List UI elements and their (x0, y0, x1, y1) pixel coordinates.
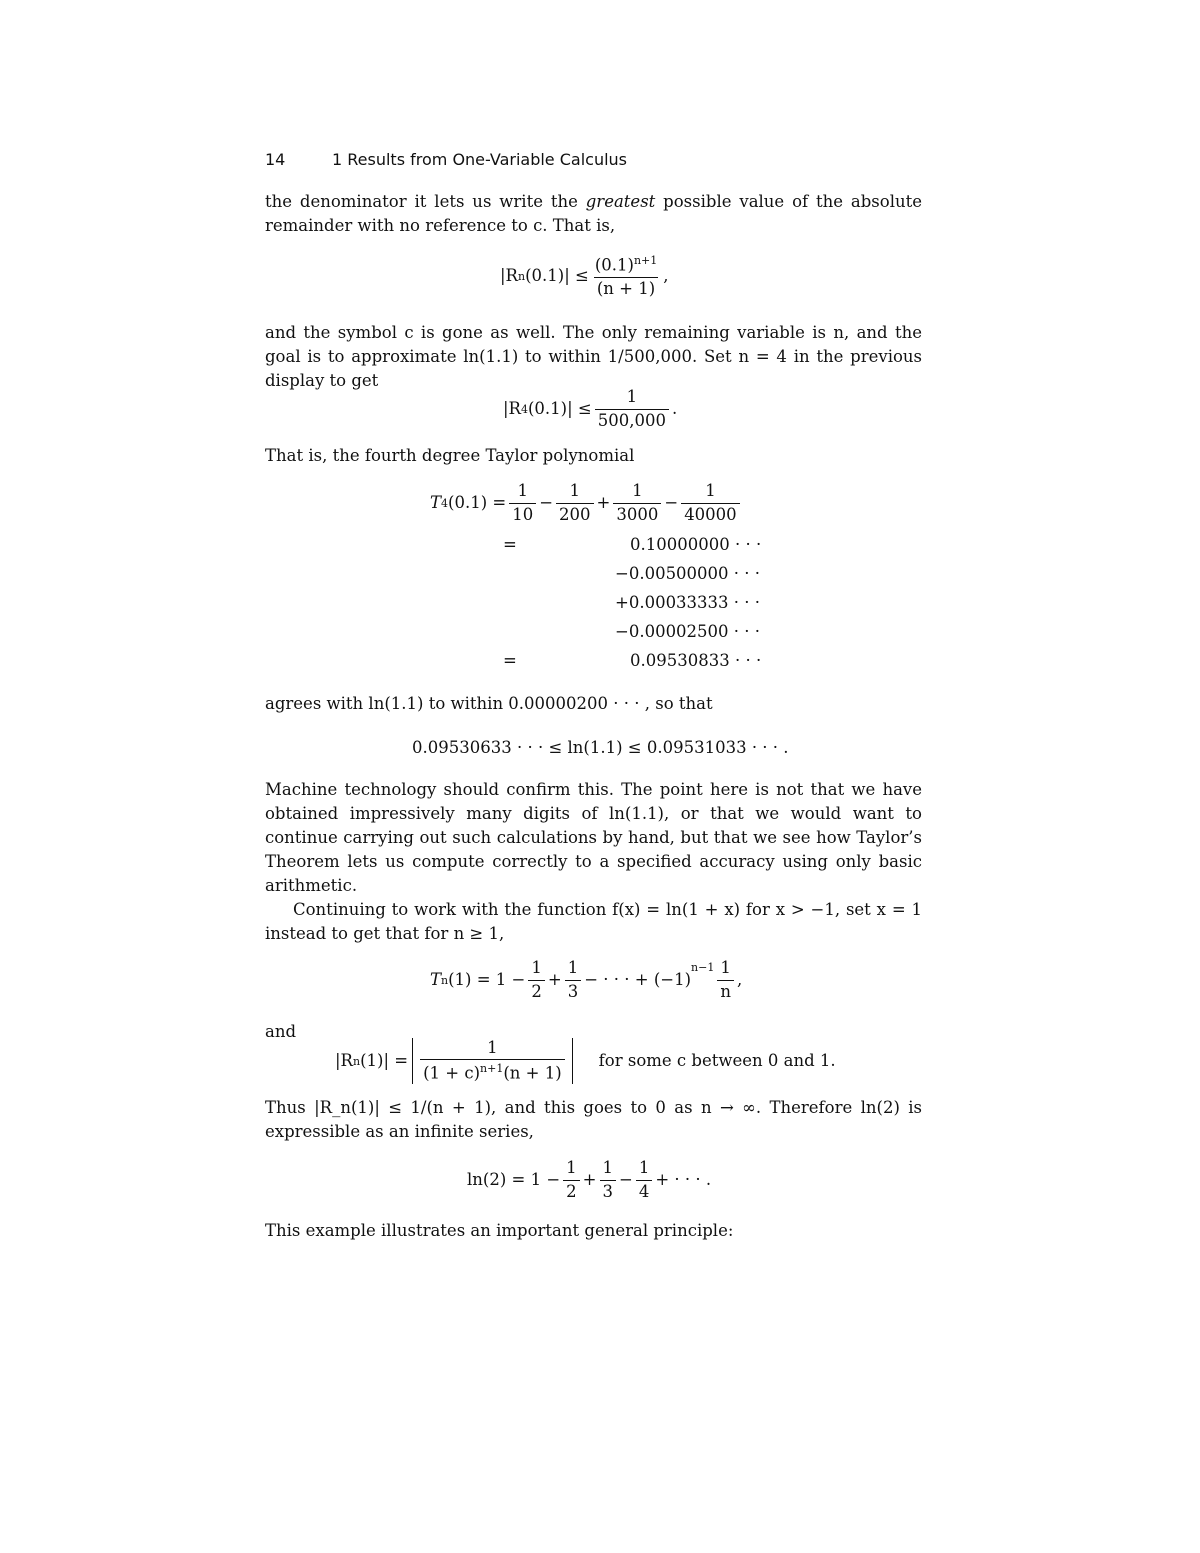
tf4-num: 1 (705, 481, 716, 500)
eq4-tail: , (736, 969, 743, 989)
eq5-fraction (420, 1037, 565, 1083)
para5-text: Machine technology should confirm this. The point here is not that we have obtained impressively many digits of ln(1.1), or that we would want to continue carrying out such calculations by hand, but that we see how Taylor’s Theorem lets us compute correctly to a specified accuracy using only basic arithmetic. (265, 780, 922, 895)
equation-remainder-bound (500, 255, 669, 298)
eq4-sub: n (441, 973, 449, 987)
eq6-f2-num: 1 (602, 1158, 613, 1177)
eq4-fraction-3 (717, 960, 734, 1000)
paragraph-3 (265, 444, 922, 468)
eq4-fraction-2 (565, 960, 582, 1000)
taylor-fraction-1 (509, 483, 536, 523)
tf3-num: 1 (632, 481, 643, 500)
eq6-f2-den: 3 (600, 1180, 617, 1201)
equation-taylor-polynomial (430, 483, 743, 523)
eq4-f1-den: 2 (528, 980, 545, 1001)
eq5-num: 1 (487, 1037, 498, 1057)
paragraph-4 (265, 692, 922, 716)
para1-text-a: the denominator it lets us write the (265, 192, 586, 211)
eq5-sub: n (352, 1054, 361, 1068)
taylor-line-2: −0.00500000 · · · (615, 564, 761, 583)
paragraph-9 (265, 1219, 922, 1243)
eq1-den: (n + 1) (594, 277, 658, 298)
eq6-f1-num: 1 (566, 1158, 577, 1177)
eq6-fraction-2 (600, 1160, 617, 1200)
eq1-fraction (592, 255, 660, 298)
eq6-op-1: + (582, 1169, 597, 1189)
taylor-line-3: +0.00033333 · · · (615, 593, 761, 612)
taylor-equals-2: = (503, 651, 517, 670)
paragraph-5 (265, 778, 922, 898)
taylor-sub: 4 (441, 496, 449, 510)
eq1-num: (0.1) (594, 255, 634, 275)
para4-text: agrees with ln(1.1) to within 0.00000200 · · · , so that (265, 694, 713, 713)
taylor-equals-1: = (503, 535, 517, 554)
eq1-lhs: |R (500, 266, 518, 285)
eq2-lhs: |R (503, 398, 521, 418)
tf1-num: 1 (517, 481, 528, 500)
eq4-f2-den: 3 (565, 980, 582, 1001)
equation-tn-series (430, 960, 742, 1000)
eq6-op-3: + · · · . (655, 1169, 712, 1189)
eq5-den-sup: n+1 (480, 1062, 504, 1076)
tf4-den: 40000 (681, 503, 740, 524)
eq6-lhs: ln(2) = 1 − (467, 1169, 561, 1189)
eq4-f2-num: 1 (567, 958, 579, 977)
para9-text: This example illustrates an important general principle: (265, 1221, 734, 1240)
eq5-lhs: |R (335, 1050, 353, 1070)
eq6-fraction-1 (563, 1160, 580, 1200)
para6-text: Continuing to work with the function f(x) = ln(1 + x) for x > −1, set x = 1 instead to get that for n ≥ 1, (265, 900, 922, 943)
eq5-note: for some c between 0 and 1. (598, 1050, 836, 1070)
para7-text: and (265, 1022, 297, 1041)
equation-rn-one (335, 1038, 836, 1084)
eq4-middle-sup: n−1 (691, 961, 715, 974)
para2-text: and the symbol c is gone as well. The only remaining variable is n, and the goal is to approximate ln(1.1) to within 1/500,000. Set n = 4 in the previous display to get (265, 323, 922, 390)
equation-ln2-series (467, 1160, 711, 1200)
paragraph-1 (265, 190, 922, 238)
tf2-num: 1 (569, 481, 581, 500)
tf2-den: 200 (556, 503, 594, 524)
chapter-title: 1 Results from One-Variable Calculus (332, 150, 628, 169)
eq4-fraction-1 (528, 960, 545, 1000)
eq6-f3-den: 4 (636, 1180, 653, 1201)
eq5-den-b: (n + 1) (503, 1063, 562, 1083)
eq1-sub: n (517, 269, 526, 283)
taylor-fraction-2 (556, 483, 594, 523)
eq2-num: 1 (626, 387, 638, 406)
para3-text: That is, the fourth degree Taylor polynomial (265, 446, 635, 465)
tf3-sign: + (596, 492, 611, 512)
eq5-den-a: (1 + c) (423, 1063, 481, 1083)
eq1-tail: , (663, 266, 669, 285)
taylor-fraction-3 (613, 483, 661, 523)
taylor-line-1: 0.10000000 · · · (630, 535, 762, 554)
equation-ln-bounds: 0.09530633 · · · ≤ ln(1.1) ≤ 0.09531033 · · · . (412, 738, 789, 757)
eq4-f3-num: 1 (720, 958, 731, 977)
eq2-den: 500,000 (595, 409, 669, 430)
abs-bar-left (412, 1038, 413, 1084)
eq4-middle: − · · · + (−1) (584, 969, 692, 989)
para8-text: Thus |R_n(1)| ≤ 1/(n + 1), and this goes to 0 as n → ∞. Therefore ln(2) is expressible as an infinite series, (265, 1098, 922, 1141)
tf4-sign: − (664, 492, 679, 512)
para1-text-b: possible value of the absolute remainder with no reference to c. That is, (265, 192, 922, 235)
eq5-lhs-end: (1)| = (360, 1050, 409, 1070)
eq4-f3-den: n (717, 980, 734, 1001)
eq2-sub: 4 (520, 402, 528, 416)
eq4-plus: + (547, 969, 562, 989)
paragraph-8 (265, 1096, 922, 1144)
taylor-line-4: −0.00002500 · · · (615, 622, 761, 641)
taylor-lhs-end: (0.1) = (448, 492, 507, 512)
eq2-tail: . (671, 398, 678, 418)
eq2-fraction (595, 389, 669, 429)
eq6-op-2: − (619, 1169, 633, 1189)
eq4-lhs-end: (1) = 1 − (448, 969, 526, 989)
eq2-lhs-end: (0.1)| ≤ (527, 398, 592, 418)
equation-r4-bound (503, 389, 677, 429)
eq1-lhs-end: (0.1)| ≤ (525, 266, 589, 285)
page-number: 14 (265, 150, 286, 169)
tf3-den: 3000 (613, 503, 661, 524)
eq6-f1-den: 2 (563, 1180, 580, 1201)
paragraph-6 (265, 898, 922, 946)
eq4-f1-num: 1 (531, 958, 542, 977)
abs-bar-right (572, 1038, 573, 1084)
tf1-den: 10 (509, 503, 536, 524)
eq1-num-sup: n+1 (633, 254, 658, 267)
eq6-fraction-3 (636, 1160, 653, 1200)
taylor-fraction-4 (681, 483, 740, 523)
tf2-sign: − (539, 492, 554, 512)
para1-emphasis: greatest (585, 192, 656, 211)
eq6-f3-num: 1 (638, 1158, 650, 1177)
eq4-lhs: T (430, 969, 442, 989)
taylor-line-5: 0.09530833 · · · (630, 651, 762, 670)
paragraph-2 (265, 321, 922, 393)
taylor-lhs: T (430, 492, 442, 512)
